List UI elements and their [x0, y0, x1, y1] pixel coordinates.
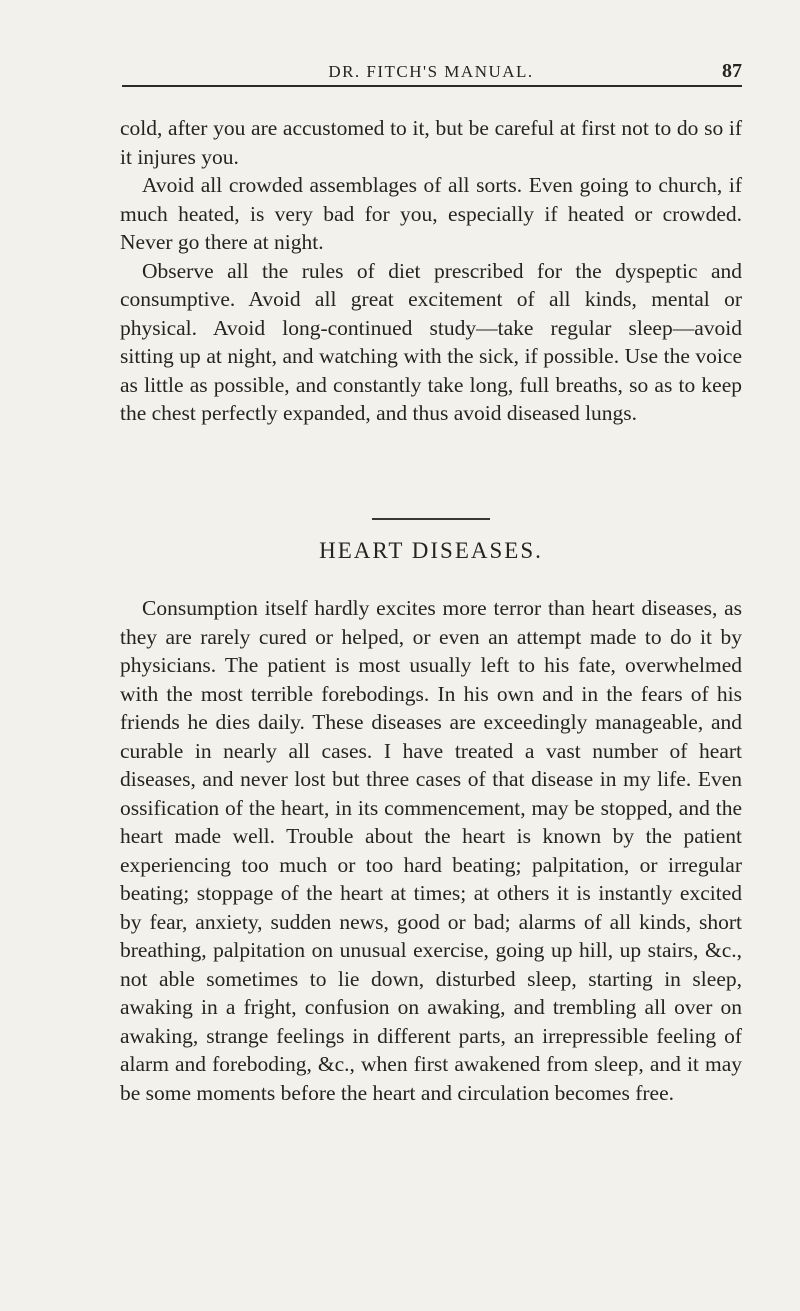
text-block-before-heading: [120, 114, 742, 428]
running-title: DR. FITCH'S MANUAL.: [328, 62, 534, 81]
header-rule: [122, 85, 742, 87]
page-number: 87: [722, 60, 742, 82]
paragraph-crowded-assemblages: Avoid all crowded assemblages of all sorts. Even going to church, if much heated, is very bad for you, especially if heated or crowded. Never go there at night.: [120, 173, 742, 254]
paragraph-continuation: cold, after you are accustomed to it, but be careful at first not to do so if it injures you.: [120, 116, 742, 169]
text-block-heart-diseases: [120, 594, 742, 1107]
section-divider: [372, 518, 490, 520]
paragraph-heart-diseases: Consumption itself hardly excites more terror than heart diseases, as they are rarely cured or helped, or even an attempt made to do it by physicians. The patient is most usually left to his fate, overwhelmed with the most terrible forebodings. In his own and in the fears of his friends he dies daily. These diseases are exceedingly manageable, and curable in nearly all cases. I have treated a vast number of heart diseases, and never lost but three cases of that disease in my life. Even ossification of the heart, in its commencement, may be stopped, and the heart made well. Trouble about the heart is known by the patient experiencing too much or too hard beating; palpitation, or irregular beating; stoppage of the heart at times; at others it is instantly excited by fear, anxiety, sudden news, good or bad; alarms of all kinds, short breathing, palpitation on unusual exercise, going up hill, up stairs, &c., not able sometimes to lie down, disturbed sleep, starting in sleep, awaking in a fright, confusion on awaking, and trembling all over on awaking, strange feelings in different parts, an irrepressible feeling of alarm and foreboding, &c., when first awakened from sleep, and it may be some moments before the heart and circulation becomes free.: [120, 596, 742, 1105]
section-heading: HEART DISEASES.: [319, 538, 543, 563]
paragraph-diet-rules: Observe all the rules of diet prescribed for the dyspeptic and consumptive. Avoid all great excitement of all kinds, mental or physical. Avoid long-continued study—take regular sleep—avoid sitting up at night, and watching with the sick, if possible. Use the voice as little as possible, and constantly take long, full breaths, so as to keep the chest perfectly expanded, and thus avoid diseased lungs.: [120, 258, 742, 425]
